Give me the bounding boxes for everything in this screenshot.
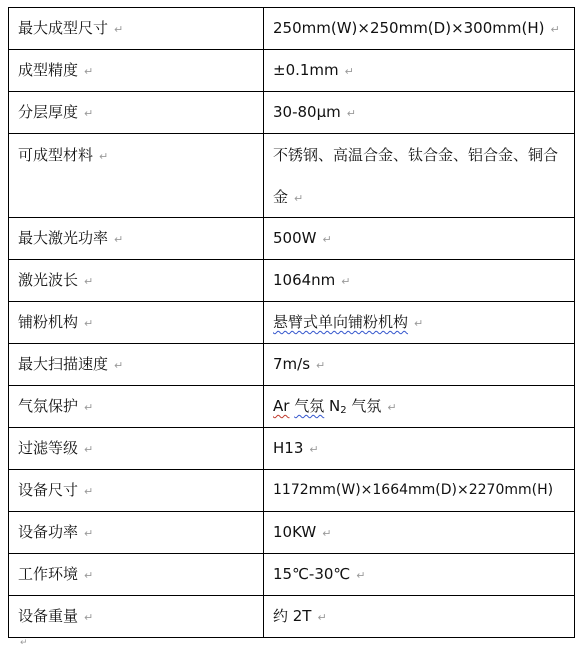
row-value: 7m/s ↵ — [264, 344, 575, 385]
row-label: 设备功率 ↵ — [8, 512, 264, 553]
paragraph-mark-icon: ↵ — [84, 275, 94, 288]
paragraph-mark-icon: ↵ — [414, 317, 424, 330]
table-row — [8, 302, 575, 344]
row-label: 成型精度 ↵ — [8, 50, 264, 91]
spec-table — [8, 7, 575, 638]
paragraph-mark-icon: ↵ — [309, 443, 319, 456]
paragraph-mark-icon: ↵ — [84, 443, 94, 456]
row-label: 铺粉机构 ↵ — [8, 302, 264, 343]
paragraph-mark-icon: ↵ — [114, 359, 124, 372]
row-label: 设备尺寸 ↵ — [8, 470, 264, 511]
table-row — [8, 92, 575, 134]
row-value: ±0.1mm ↵ — [264, 50, 575, 91]
paragraph-mark-icon: ↵ — [387, 401, 397, 414]
row-label: 设备重量 ↵ — [8, 596, 264, 637]
paragraph-mark-icon: ↵ — [114, 23, 124, 36]
paragraph-mark-icon: ↵ — [84, 65, 94, 78]
paragraph-mark-icon: ↵ — [550, 23, 560, 36]
row-value: 1064nm ↵ — [264, 260, 575, 301]
table-row — [8, 218, 575, 260]
row-label: 过滤等级 ↵ — [8, 428, 264, 469]
table-row — [8, 470, 575, 512]
row-value: 500W ↵ — [264, 218, 575, 259]
table-row — [8, 386, 575, 428]
row-label: 气氛保护 ↵ — [8, 386, 264, 427]
paragraph-mark-icon: ↵ — [84, 527, 94, 540]
row-value: 悬臂式单向铺粉机构 ↵ — [264, 302, 575, 343]
row-label: 最大成型尺寸 ↵ — [8, 8, 264, 49]
paragraph-mark-icon: ↵ — [84, 107, 94, 120]
table-row — [8, 260, 575, 302]
paragraph-mark-icon: ↵ — [317, 611, 327, 624]
row-label: 最大扫描速度 ↵ — [8, 344, 264, 385]
table-row — [8, 344, 575, 386]
paragraph-mark-icon: ↵ — [84, 401, 94, 414]
row-value: H13 ↵ — [264, 428, 575, 469]
row-value: 1172mm(W)×1664mm(D)×2270mm(H) — [264, 470, 575, 511]
paragraph-mark-icon: ↵ — [84, 317, 94, 330]
row-value: 250mm(W)×250mm(D)×300mm(H) ↵ — [264, 8, 575, 49]
row-label: 分层厚度 ↵ — [8, 92, 264, 133]
row-label: 激光波长 ↵ — [8, 260, 264, 301]
table-row — [8, 512, 575, 554]
table-row — [8, 596, 575, 638]
paragraph-mark-icon: ↵ — [84, 485, 94, 498]
row-value: Ar 气氛 $N_2$ 气氛 ↵ — [264, 386, 575, 427]
row-value: 30-80μm ↵ — [264, 92, 575, 133]
paragraph-mark-icon: ↵ — [114, 233, 124, 246]
paragraph-mark-icon: ↵ — [316, 359, 326, 372]
row-value: 10KW ↵ — [264, 512, 575, 553]
row-label: 工作环境 ↵ — [8, 554, 264, 595]
row-label: 可成型材料 ↵ — [8, 134, 264, 217]
paragraph-mark-icon: ↵ — [356, 569, 366, 582]
paragraph-mark-icon: ↵ — [84, 569, 94, 582]
row-value: 15℃-30℃ ↵ — [264, 554, 575, 595]
paragraph-mark-icon: ↵ — [294, 192, 304, 205]
paragraph-mark-icon: ↵ — [346, 107, 356, 120]
row-label: 最大激光功率 ↵ — [8, 218, 264, 259]
paragraph-mark-icon: ↵ — [341, 275, 351, 288]
table-row — [8, 8, 575, 50]
paragraph-mark-icon: ↵ — [99, 150, 109, 163]
paragraph-mark-icon: ↵ — [20, 638, 28, 648]
row-value: 不锈钢、高温合金、钛合金、铝合金、铜合金 ↵ — [264, 134, 575, 217]
table-row — [8, 554, 575, 596]
table-row — [8, 134, 575, 218]
paragraph-mark-icon: ↵ — [322, 233, 332, 246]
row-value: 约 2T ↵ — [264, 596, 575, 637]
paragraph-mark-icon: ↵ — [84, 611, 94, 624]
table-row — [8, 50, 575, 92]
paragraph-mark-icon: ↵ — [344, 65, 354, 78]
table-row — [8, 428, 575, 470]
paragraph-mark-icon: ↵ — [322, 527, 332, 540]
